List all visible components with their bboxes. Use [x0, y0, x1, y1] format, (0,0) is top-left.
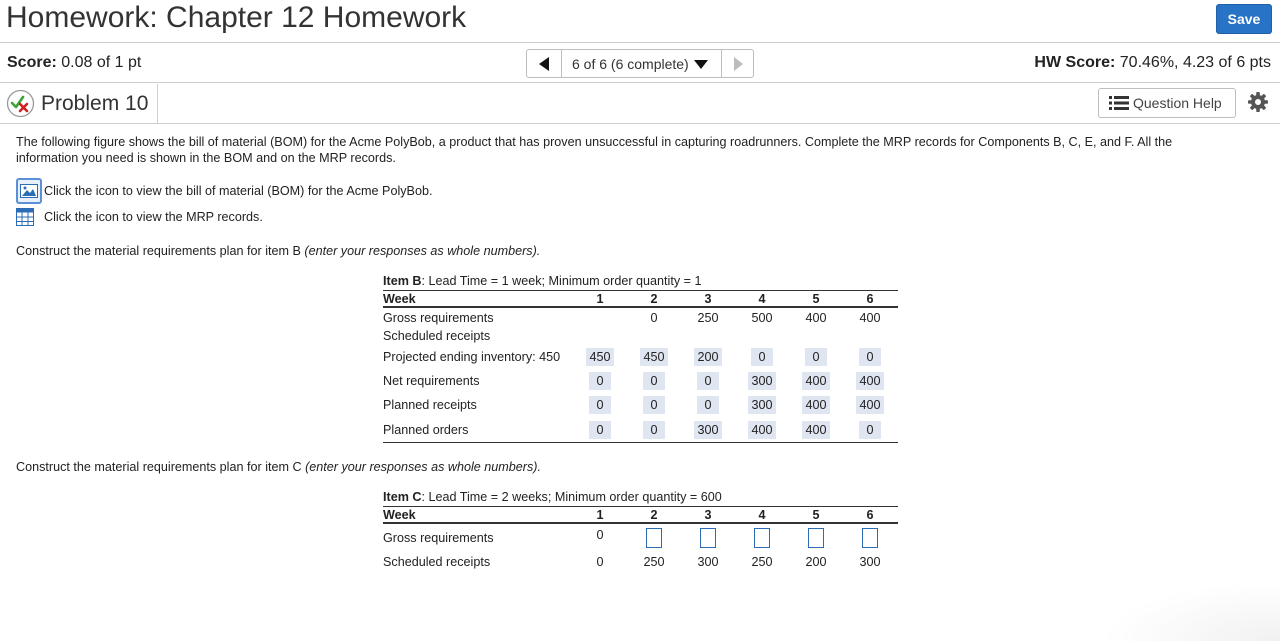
- week-number: 3: [704, 507, 712, 522]
- hw-score-text: [1034, 54, 1271, 72]
- row-label: Planned orders: [383, 422, 469, 437]
- image-icon: [20, 184, 38, 198]
- problem-title: Problem 10: [41, 92, 149, 115]
- score-bar: [0, 44, 1280, 83]
- answer-cell[interactable]: 0: [589, 421, 611, 439]
- question-navigator: [526, 49, 754, 78]
- triangle-right-icon: [733, 57, 743, 71]
- week-number: 1: [596, 507, 604, 522]
- row-value: 0: [650, 310, 658, 325]
- answer-cell[interactable]: 300: [694, 421, 721, 439]
- save-button[interactable]: Save: [1216, 4, 1272, 34]
- net-requirements-row: [383, 369, 898, 393]
- answer-cell[interactable]: 0: [643, 421, 665, 439]
- bom-image-button[interactable]: [16, 178, 42, 204]
- gear-icon[interactable]: [1248, 92, 1268, 112]
- question-select-label: 6 of 6 (6 complete): [572, 55, 689, 72]
- row-value: 250: [697, 310, 719, 325]
- hw-score-value: 70.46%, 4.23 of 6 pts: [1119, 54, 1271, 71]
- answer-cell[interactable]: 400: [802, 396, 829, 414]
- week-number: 4: [758, 291, 766, 306]
- answer-cell[interactable]: 400: [802, 421, 829, 439]
- instruction-item-c: [16, 460, 541, 474]
- week-number: 4: [758, 507, 766, 522]
- bom-link-text: Click the icon to view the bill of material (BOM) for the Acme PolyBob.: [44, 184, 433, 198]
- answer-cell[interactable]: 400: [748, 421, 775, 439]
- row-value: 250: [751, 555, 773, 569]
- caption-rest: : Lead Time = 1 week; Minimum order quantity = 1: [421, 274, 702, 288]
- table-caption: [383, 274, 898, 290]
- scheduled-receipts-row: [383, 327, 898, 345]
- score-value: 0.08 of 1 pt: [61, 54, 142, 71]
- mrp-table-item-c: [383, 490, 898, 572]
- answer-cell[interactable]: 400: [802, 372, 829, 390]
- row-value: 500: [751, 310, 773, 325]
- divider: [157, 84, 158, 123]
- mrp-link-text: Click the icon to view the MRP records.: [44, 210, 263, 224]
- answer-input[interactable]: [862, 528, 878, 548]
- corner-shadow: [1100, 581, 1280, 641]
- title-bar: [0, 0, 1280, 43]
- week-number: 3: [704, 291, 712, 306]
- question-help-label: Question Help: [1133, 95, 1222, 111]
- problem-intro: The following figure shows the bill of material (BOM) for the Acme PolyBob, a product that has proven unsuccessful in capturing roadrunners. Complete the MRP records for Components B, C, E, and F. All the information you need is shown in the BOM and on the MRP records.: [16, 135, 1173, 165]
- mrp-link-row: [16, 208, 263, 226]
- row-value: 0: [596, 555, 604, 569]
- answer-cell[interactable]: 400: [856, 396, 883, 414]
- row-value: 400: [805, 310, 827, 325]
- page-title: Homework: Chapter 12 Homework: [6, 1, 467, 34]
- row-label: Gross requirements: [383, 310, 494, 325]
- answer-cell[interactable]: 0: [697, 396, 719, 414]
- gross-requirements-row: [383, 308, 898, 327]
- answer-cell[interactable]: 300: [748, 372, 775, 390]
- item-label: Item C: [383, 490, 422, 504]
- scheduled-receipts-row: [383, 552, 898, 572]
- row-label: Gross requirements: [383, 531, 494, 545]
- week-number: 6: [866, 291, 874, 306]
- answer-cell[interactable]: 0: [589, 372, 611, 390]
- partial-credit-icon: [6, 89, 35, 118]
- answer-cell[interactable]: 450: [586, 348, 613, 366]
- week-label: Week: [383, 507, 416, 522]
- next-question-button[interactable]: [721, 49, 754, 78]
- week-label: Week: [383, 291, 416, 306]
- row-label: Net requirements: [383, 374, 480, 388]
- bom-link-row: [16, 178, 432, 204]
- table-icon[interactable]: [16, 208, 34, 226]
- week-number: 1: [596, 291, 604, 306]
- answer-cell[interactable]: 200: [694, 348, 721, 366]
- triangle-left-icon: [538, 57, 550, 71]
- previous-question-button[interactable]: [526, 49, 562, 78]
- planned-receipts-row: [383, 393, 898, 417]
- week-number: 5: [812, 507, 820, 522]
- week-header-row: [383, 290, 898, 308]
- week-number: 6: [866, 507, 874, 522]
- question-help-button[interactable]: [1098, 88, 1236, 118]
- answer-input[interactable]: [754, 528, 770, 548]
- answer-cell[interactable]: 400: [856, 372, 883, 390]
- row-label: Planned receipts: [383, 398, 477, 412]
- item-label: Item B: [383, 274, 422, 288]
- row-value: 300: [859, 555, 881, 569]
- week-number: 2: [650, 291, 658, 306]
- hw-score-label: HW Score:: [1034, 54, 1116, 71]
- answer-cell[interactable]: 0: [859, 348, 881, 366]
- answer-cell[interactable]: 0: [643, 396, 665, 414]
- row-label: Scheduled receipts: [383, 329, 491, 343]
- answer-cell[interactable]: 0: [589, 396, 611, 414]
- answer-cell[interactable]: 0: [805, 348, 827, 366]
- projected-inventory-row: [383, 345, 898, 369]
- row-label: Scheduled receipts: [383, 555, 491, 569]
- week-number: 2: [650, 507, 658, 522]
- planned-orders-row: [383, 417, 898, 443]
- answer-cell[interactable]: 0: [859, 421, 881, 439]
- answer-cell[interactable]: 0: [697, 372, 719, 390]
- week-number: 5: [812, 291, 820, 306]
- answer-cell[interactable]: 0: [643, 372, 665, 390]
- answer-input[interactable]: [808, 528, 824, 548]
- list-icon: [1109, 96, 1129, 110]
- row-value: 0: [596, 528, 604, 542]
- instruction-c-note: (enter your responses as whole numbers).: [305, 460, 541, 474]
- answer-input[interactable]: [646, 528, 662, 548]
- instruction-item-b: [16, 244, 540, 258]
- caption-rest: : Lead Time = 2 weeks; Minimum order quantity = 600: [421, 490, 722, 504]
- row-value: 300: [697, 555, 719, 569]
- mrp-table-item-b: [383, 274, 898, 443]
- instruction-b-note: (enter your responses as whole numbers).: [304, 244, 541, 258]
- table-caption: [383, 490, 898, 506]
- row-value: 200: [805, 555, 827, 569]
- instruction-b-text: Construct the material requirements plan for item B: [16, 244, 301, 258]
- row-value: 250: [643, 555, 665, 569]
- caret-down-icon: [694, 59, 708, 69]
- problem-bar: [0, 84, 1280, 124]
- answer-input[interactable]: [700, 528, 716, 548]
- week-header-row: [383, 506, 898, 524]
- gross-requirements-row: [383, 524, 898, 552]
- answer-cell[interactable]: 450: [640, 348, 667, 366]
- score-label: Score:: [7, 54, 57, 71]
- answer-cell[interactable]: 0: [751, 348, 773, 366]
- answer-cell[interactable]: 300: [748, 396, 775, 414]
- row-value: 400: [859, 310, 881, 325]
- instruction-c-text: Construct the material requirements plan for item C: [16, 460, 302, 474]
- score-text: [7, 54, 141, 72]
- question-select[interactable]: [562, 49, 721, 78]
- row-label: Projected ending inventory: 450: [383, 350, 561, 364]
